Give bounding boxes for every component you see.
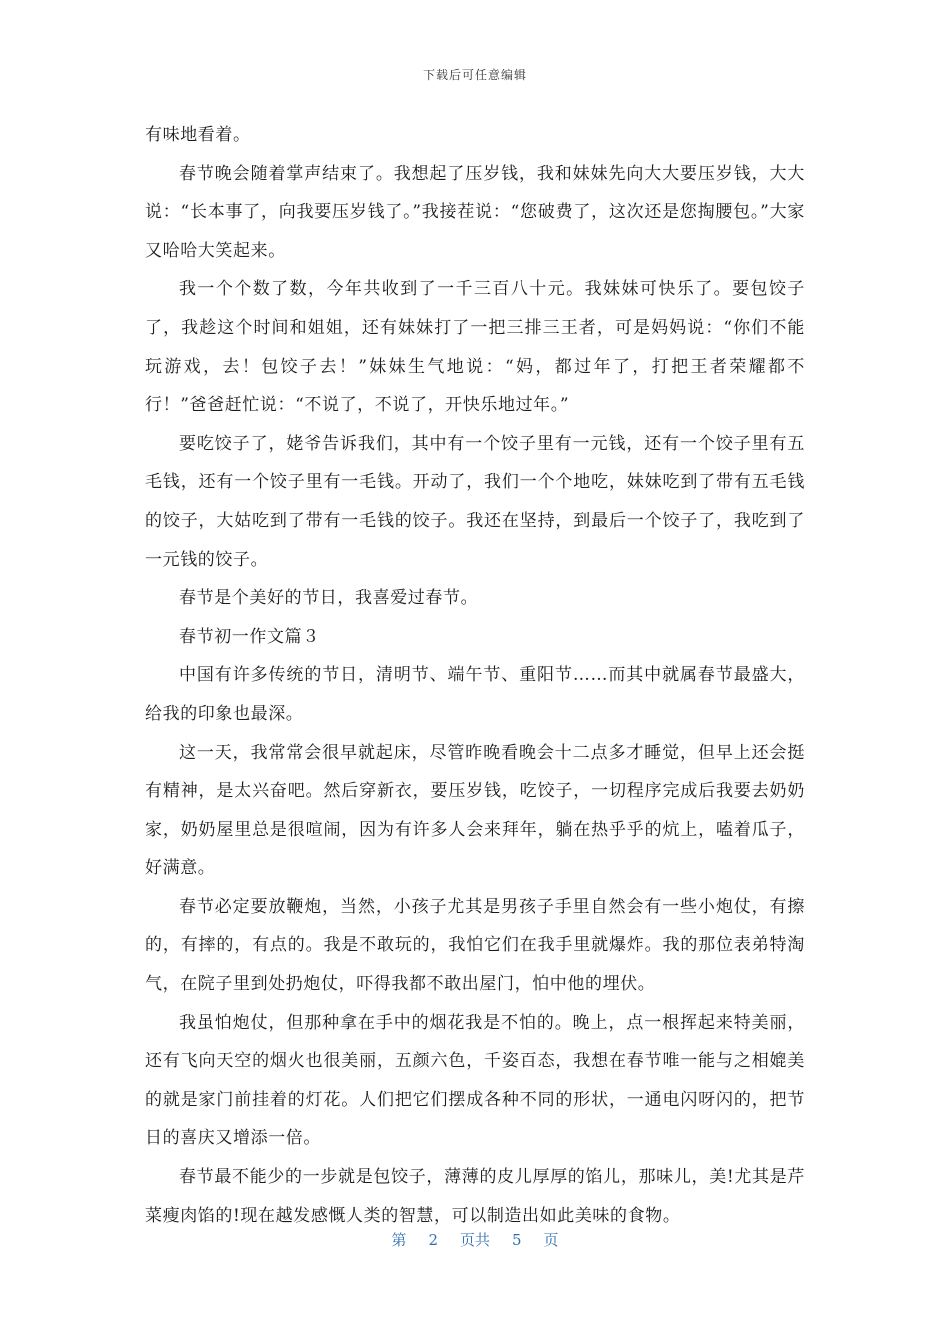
paragraph: 有味地看着。 bbox=[145, 125, 251, 145]
footer-middle: 页共 bbox=[459, 1231, 490, 1249]
paragraph: 这一天，我常常会很早就起床，尽管昨晚看晚会十二点多才睡觉，但早上还会挺有精神，是太兴奋吧。然后穿新衣，要压岁钱，吃饺子，一切程序完成后我要去奶奶家，奶奶屋里总是很喧闹，因为有许多人会来拜年，躺在热乎乎的炕上，嗑着瓜子，好满意。 bbox=[145, 742, 805, 879]
paragraph: 春节必定要放鞭炮，当然，小孩子尤其是男孩子手里自然会有一些小炮仗，有擦的，有摔的，有点的。我是不敢玩的，我怕它们在我手里就爆炸。我的那位表弟特淘气，在院子里到处扔炮仗，吓得我都不敢出屋门，怕中他的埋伏。 bbox=[145, 896, 805, 995]
footer-prefix: 第 bbox=[391, 1231, 407, 1249]
page-number: 2 bbox=[428, 1231, 438, 1249]
paragraph: 春节最不能少的一步就是包饺子，薄薄的皮儿厚厚的馅儿，那味儿，美!尤其是芹菜瘦肉馅的!现在越发感慨人类的智慧，可以制造出如此美味的食物。 bbox=[145, 1167, 805, 1226]
page-header: 下载后可任意编辑 bbox=[422, 68, 527, 82]
paragraph: 我虽怕炮仗，但那种拿在手中的烟花我是不怕的。晚上，点一根挥起来特美丽，还有飞向天空的烟火也很美丽，五颜六色，千姿百态，我想在春节唯一能与之相媲美的就是家门前挂着的灯花。人们把它们摆成各种不同的形状，一通电闪呀闪的，把节日的喜庆又增添一倍。 bbox=[145, 1012, 805, 1149]
total-pages: 5 bbox=[512, 1231, 522, 1249]
document-body bbox=[145, 116, 805, 1235]
footer-suffix: 页 bbox=[543, 1231, 559, 1249]
paragraph: 要吃饺子了，姥爷告诉我们，其中有一个饺子里有一元钱，还有一个饺子里有五毛钱，还有一个饺子里有一毛钱。开动了，我们一个个地吃，妹妹吃到了带有五毛钱的饺子，大姑吃到了带有一毛钱的饺子。我还在坚持，到最后一个饺子了，我吃到了一元钱的饺子。 bbox=[145, 433, 805, 570]
section-title: 春节初一作文篇３ bbox=[179, 626, 320, 647]
paragraph: 我一个个数了数，今年共收到了一千三百八十元。我妹妹可快乐了。要包饺子了，我趁这个时间和姐姐，还有妹妹打了一把三排三王者，可是妈妈说：“你们不能玩游戏，去！包饺子去！”妹妹生气地说：“妈，都过年了，打把王者荣耀都不行！”爸爸赶忙说：“不说了，不说了，开快乐地过年。” bbox=[145, 279, 805, 416]
paragraph: 中国有许多传统的节日，清明节、端午节、重阳节……而其中就属春节最盛大，给我的印象也最深。 bbox=[145, 665, 805, 724]
paragraph: 春节是个美好的节日，我喜爱过春节。 bbox=[179, 588, 479, 609]
page-footer bbox=[0, 1229, 950, 1250]
paragraph: 春节晚会随着掌声结束了。我想起了压岁钱，我和妹妹先向大大要压岁钱，大大说：“长本事了，向我要压岁钱了。”我接茬说：“您破费了，这次还是您掏腰包。”大家又哈哈大笑起来。 bbox=[145, 163, 805, 261]
